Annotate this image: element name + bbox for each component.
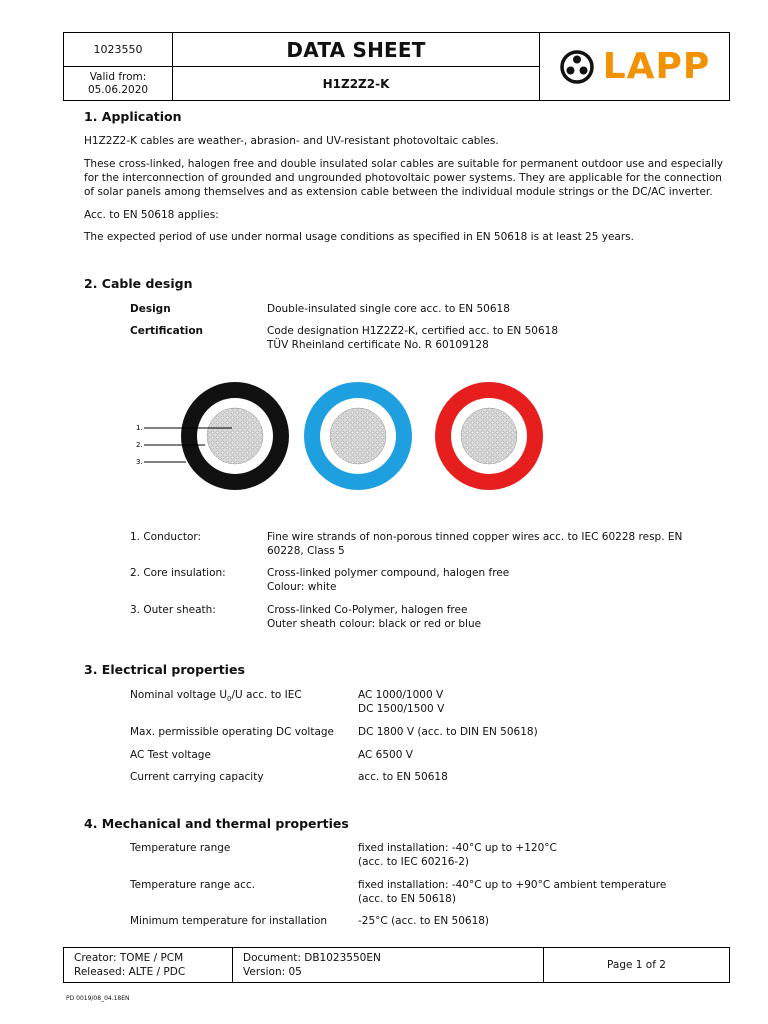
- callout-2: 2.: [136, 441, 143, 449]
- core-insulation-label: 2. Core insulation:: [130, 567, 226, 579]
- footer-table: [63, 947, 730, 983]
- document-number: 1023550: [64, 33, 173, 67]
- callout-1: 1.: [136, 424, 143, 432]
- current-capacity-label: Current carrying capacity: [130, 771, 264, 783]
- application-text-4: The expected period of use under normal usage conditions as specified in EN 50618 is at least 25 years.: [84, 231, 634, 243]
- application-text-2: These cross-linked, halogen free and double insulated solar cables are suitable for permanent outdoor use and especially for the interconnection of grounded and ungrounded photovoltaic power systems. They are applicable for the connection of solar panels among themselves and as extension cable between the individual module strings or the DC/AC inverter.: [84, 158, 724, 198]
- design-value: Double-insulated single core acc. to EN 50618: [267, 303, 510, 315]
- application-text-3: Acc. to EN 50618 applies:: [84, 209, 219, 221]
- cable-cross-section-diagram: [120, 380, 560, 500]
- conductor: [330, 408, 386, 464]
- temperature-range-acc-label: Temperature range acc.: [130, 879, 256, 891]
- footer-creator: Creator: TOME / PCM: [74, 952, 184, 964]
- header-table: [63, 32, 730, 101]
- valid-from: [64, 67, 173, 101]
- footer-released: Released: ALTE / PDC: [74, 966, 186, 978]
- lapp-logo-icon: [559, 49, 595, 85]
- conductor: [461, 408, 517, 464]
- nominal-voltage-label-post: /U acc. to IEC: [231, 689, 302, 701]
- footer-version: Version: 05: [243, 966, 302, 978]
- core-insulation-value: Cross-linked polymer compound, halogen free Colour: white: [267, 567, 510, 593]
- nominal-voltage-value: AC 1000/1000 V DC 1500/1500 V: [358, 689, 445, 715]
- section-heading-cable-design: 2. Cable design: [84, 276, 193, 291]
- lapp-logo: [540, 33, 730, 101]
- outer-sheath-label: 3. Outer sheath:: [130, 604, 216, 616]
- footer-document-cell: [233, 948, 544, 983]
- cable-red: [435, 382, 543, 490]
- section-heading-electrical: 3. Electrical properties: [84, 662, 245, 677]
- max-dc-voltage-value: DC 1800 V (acc. to DIN EN 50618): [358, 726, 538, 738]
- conductor-label: 1. Conductor:: [130, 531, 202, 543]
- footer-document: Document: DB1023550EN: [243, 952, 381, 964]
- ac-test-voltage-value: AC 6500 V: [358, 749, 413, 761]
- section-heading-application: 1. Application: [84, 109, 182, 124]
- nominal-voltage-label: [130, 688, 302, 706]
- product-code: H1Z2Z2-K: [173, 67, 540, 101]
- max-dc-voltage-label: Max. permissible operating DC voltage: [130, 726, 335, 738]
- design-label: Design: [130, 303, 171, 315]
- certification-value: Code designation H1Z2Z2-K, certified acc. to EN 50618 TÜV Rheinland certificate No. R 60109128: [267, 325, 559, 351]
- certification-label: Certification: [130, 325, 204, 337]
- conductor-value: Fine wire strands of non-porous tinned copper wires acc. to IEC 60228 resp. EN 60228, Class 5: [267, 531, 683, 557]
- footer-page-number: Page 1 of 2: [544, 948, 730, 983]
- application-text-1: H1Z2Z2-K cables are weather-, abrasion- and UV-resistant photovoltaic cables.: [84, 135, 499, 147]
- temperature-range-label: Temperature range: [130, 842, 231, 854]
- valid-from-label: Valid from:: [89, 70, 147, 83]
- section-heading-mechanical: 4. Mechanical and thermal properties: [84, 816, 349, 831]
- form-code: PD 0019/08_04.18EN: [66, 995, 130, 1002]
- conductor: [207, 408, 263, 464]
- logo-text: LAPP: [602, 46, 711, 87]
- ac-test-voltage-label: AC Test voltage: [130, 749, 211, 761]
- outer-sheath-value: Cross-linked Co-Polymer, halogen free Outer sheath colour: black or red or blue: [267, 604, 482, 630]
- page-title: DATA SHEET: [173, 33, 540, 67]
- cable-blue: [304, 382, 412, 490]
- temperature-range-value: fixed installation: -40°C up to +120°C (acc. to IEC 60216-2): [358, 842, 557, 868]
- nominal-voltage-label-sub: 0: [227, 695, 232, 704]
- min-install-temp-label: Minimum temperature for installation: [130, 915, 328, 927]
- valid-from-date: 05.06.2020: [87, 83, 149, 96]
- nominal-voltage-label-pre: Nominal voltage U: [130, 689, 228, 701]
- callout-3: 3.: [136, 458, 143, 466]
- temperature-range-acc-value: fixed installation: -40°C up to +90°C ambient temperature (acc. to EN 50618): [358, 879, 667, 905]
- min-install-temp-value: -25°C (acc. to EN 50618): [358, 915, 490, 927]
- cable-black: [181, 382, 289, 490]
- footer-creator-cell: [64, 948, 233, 983]
- current-capacity-value: acc. to EN 50618: [358, 771, 448, 783]
